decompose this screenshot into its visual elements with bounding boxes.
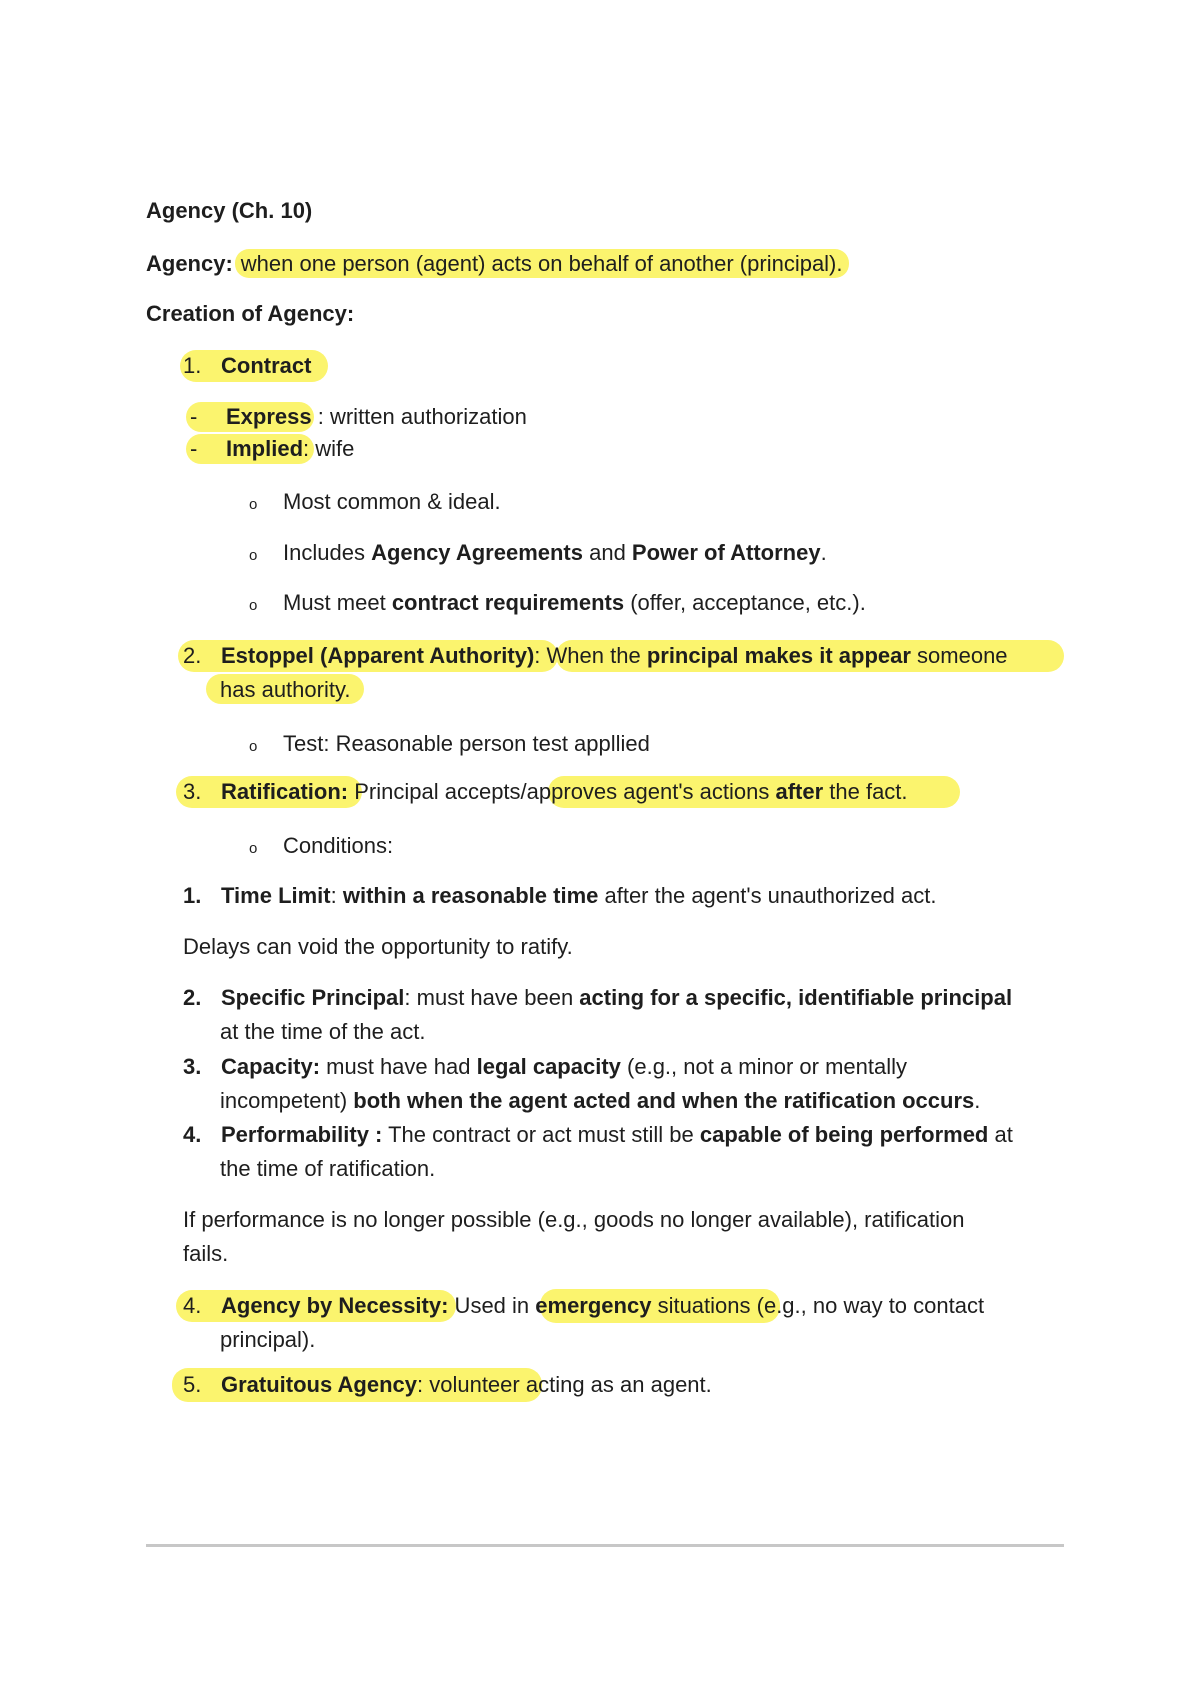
estoppel-bullet: Test: Reasonable person test appllied [283, 731, 650, 756]
estoppel-line2: has authority. [220, 677, 351, 702]
contract-implied: - Implied: wife [190, 436, 355, 461]
condition-performability-line2: the time of ratification. [220, 1156, 436, 1181]
contract-bullet-3: Must meet contract requirements (offer, acceptance, etc.). [283, 590, 866, 615]
ratification-note2-line1: If performance is no longer possible (e.g., goods no longer available), ratification [183, 1207, 965, 1232]
definition-term: Agency: [146, 251, 233, 276]
bullet-icon: o [249, 496, 258, 513]
condition-time-limit: 1. Time Limit: within a reasonable time after the agent's unauthorized act. [183, 883, 937, 908]
contract-bullet-2: Includes Agency Agreements and Power of Attorney. [283, 540, 827, 565]
bullet-icon: o [249, 547, 258, 564]
condition-performability: 4. Performability : The contract or act must still be capable of being performed at [183, 1122, 1013, 1147]
estoppel-heading: 2. Estoppel (Apparent Authority): When the principal makes it appear someone [183, 643, 1008, 668]
ratification-note: Delays can void the opportunity to ratify. [183, 934, 573, 959]
bullet-icon: o [249, 597, 258, 614]
creation-heading: Creation of Agency: [146, 301, 355, 326]
necessity-line2: principal). [220, 1327, 316, 1352]
ratification-heading: 3. Ratification: Principal accepts/approves agent's actions after the fact. [183, 779, 908, 804]
bullet-icon: o [249, 738, 258, 755]
footer-divider [146, 1544, 1064, 1547]
condition-specific-principal-line2: at the time of the act. [220, 1019, 426, 1044]
contract-express: - Express : written authorization [190, 404, 527, 429]
ratification-bullet: Conditions: [283, 833, 394, 858]
definition-text: when one person (agent) acts on behalf of another (principal). [235, 249, 849, 278]
contract-heading: 1. Contract [183, 353, 312, 378]
agency-definition [146, 249, 843, 279]
contract-bullet-1: Most common & ideal. [283, 489, 501, 514]
condition-capacity-line2: incompetent) both when the agent acted and when the ratification occurs. [220, 1088, 981, 1113]
ratification-note2-line2: fails. [183, 1241, 229, 1266]
gratuitous-heading: 5. Gratuitous Agency: volunteer acting as an agent. [183, 1372, 712, 1397]
condition-specific-principal: 2. Specific Principal: must have been acting for a specific, identifiable principal [183, 985, 1013, 1010]
condition-capacity: 3. Capacity: must have had legal capacity (e.g., not a minor or mentally [183, 1054, 908, 1079]
bullet-icon: o [249, 840, 258, 857]
necessity-heading: 4. Agency by Necessity: Used in emergency situations (e.g., no way to contact [183, 1293, 985, 1318]
page-title: Agency (Ch. 10) [146, 198, 313, 223]
